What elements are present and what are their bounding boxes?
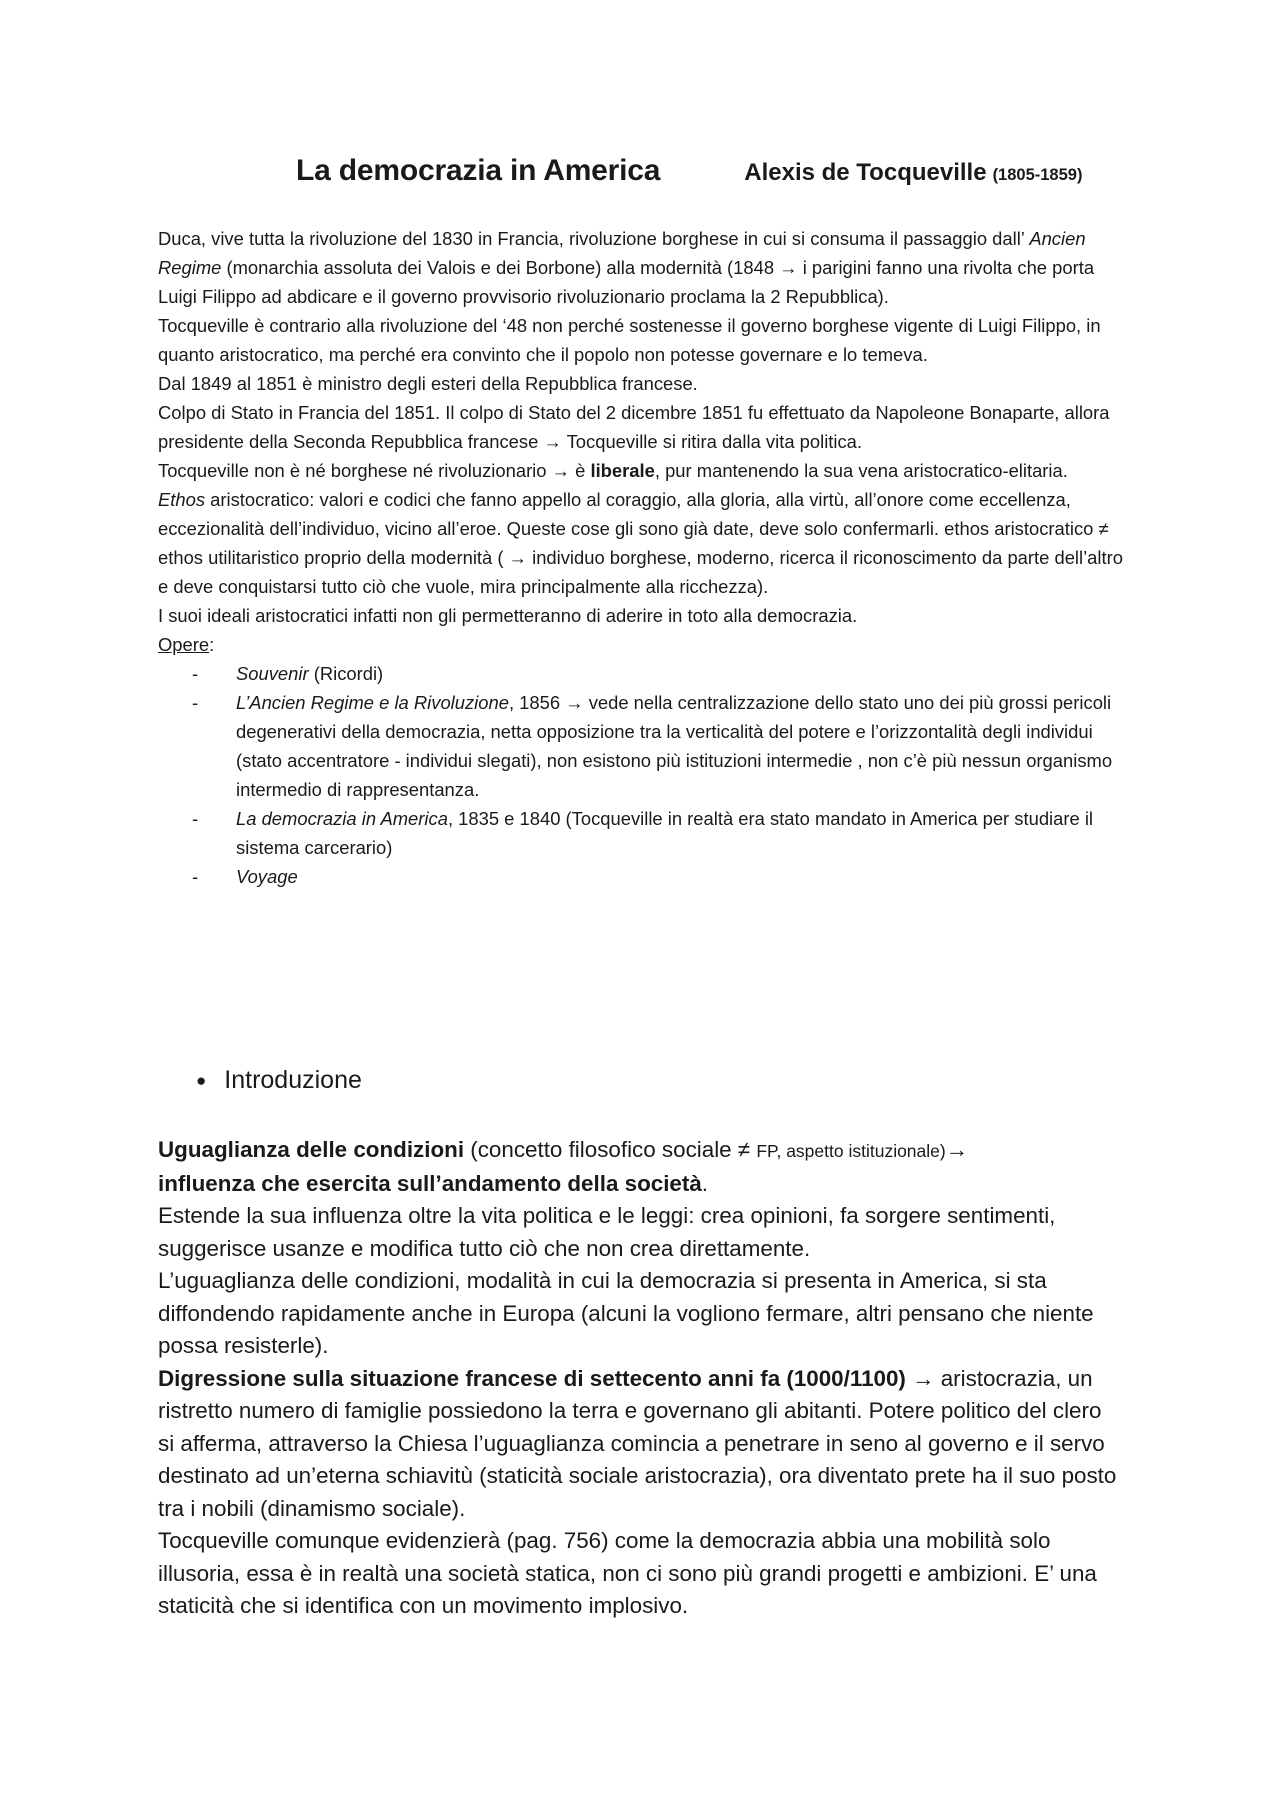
work-item: - L’Ancien Regime e la Rivoluzione, 1856 → vede nella centralizzazione dello stato uno dei più grossi pericoli degenerativi della democrazia, netta opposizione tra la verticalità del potere e l’orizzontalità degli individui (stato accentratore - individui slegati), non esistono più istituzioni intermedie , non c’è più nessun organismo intermedio di rappresentanza. [158,688,1138,804]
section-title: Introduzione [224,1066,362,1094]
works-heading: Opere: [158,634,215,655]
bio-paragraph: Duca, vive tutta la rivoluzione del 1830 in Francia, rivoluzione borghese in cui si consuma il passaggio dall’ Ancien Regime (monarchia assoluta dei Valois e dei Borbone) alla modernità (1848 → i parigini fanno una rivolta che porta Luigi Filippo ad abdicare e il governo provvisorio rivoluzionario proclama la 2 Repubblica). [158,228,1095,307]
document-header [296,154,1140,194]
bio-paragraph: Colpo di Stato in Francia del 1851. Il colpo di Stato del 2 dicembre 1851 fu effettuato da Napoleone Bonaparte, allora presidente della Seconda Repubblica francese → Tocqueville si ritira dalla vita politica. [158,402,1110,452]
document-title: La democrazia in America [296,154,661,187]
work-item: - Souvenir (Ricordi) [158,659,1138,688]
intro-paragraph: Digressione sulla situazione francese di settecento anni fa (1000/1100) → aristocrazia, un ristretto numero di famiglie possiedono la terra e governano gli abitanti. Potere politico del clero si afferma, attraverso la Chiesa l’uguaglianza comincia a penetrare in seno al governo e il servo destinato ad un’eterna schiavitù (staticità sociale aristocrazia), ora diventato prete ha il suo posto tra i nobili (dinamismo sociale). [158,1365,1117,1521]
biography-section [158,224,1138,891]
bio-paragraph: Dal 1849 al 1851 è ministro degli esteri della Repubblica francese. [158,373,698,394]
section-heading-introduzione [196,1066,362,1095]
work-title: L’Ancien Regime e la Rivoluzione [236,692,509,713]
work-title: Voyage [236,866,298,887]
work-title: Souvenir [236,663,309,684]
bio-paragraph: Tocqueville è contrario alla rivoluzione del ‘48 non perché sostenesse il governo borghese vigente di Luigi Filippo, in quanto aristocratico, ma perché era convinto che il popolo non potesse governare e lo temeva. [158,315,1101,365]
list-dash: - [192,692,199,713]
intro-paragraph: L’uguaglianza delle condizioni, modalità in cui la democrazia si presenta in America, si sta diffondendo rapidamente anche in Europa (alcuni la vogliono fermare, altri pensano che niente possa resisterle). [158,1268,1094,1358]
work-item: - La democrazia in America, 1835 e 1840 (Tocqueville in realtà era stato mandato in America per studiare il sistema carcerario) [158,804,1138,862]
ancien-regime-term: Ancien Regime [158,228,1086,278]
introduction-section [158,1134,1118,1623]
list-dash: - [192,866,199,887]
bio-paragraph: I suoi ideali aristocratici infatti non gli permetteranno di aderire in toto alla democrazia. [158,605,858,626]
author-dates: (1805-1859) [992,166,1083,184]
author-name: Alexis de Tocqueville [744,159,987,186]
list-dash: - [192,663,199,684]
bullet-icon: ● [196,1070,207,1090]
works-list [158,659,1138,891]
bio-paragraph: Ethos aristocratico: valori e codici che fanno appello al coraggio, alla gloria, alla virtù, all’onore come eccellenza, eccezionalità dell’individuo, vicino all’eroe. Queste cose gli sono già date, deve solo confermarli. ethos aristocratico ≠ ethos utilitaristico proprio della modernità ( → individuo borghese, moderno, ricerca il riconoscimento da parte dell’altro e deve conquistarsi tutto ciò che vuole, mira principalmente alla ricchezza). [158,489,1123,597]
ethos-term: Ethos [158,489,206,510]
work-item [158,862,1138,891]
list-dash: - [192,808,199,829]
intro-paragraph: Tocqueville comunque evidenzierà (pag. 756) come la democrazia abbia una mobilità solo illusoria, essa è in realtà una società statica, non ci sono più grandi progetti e ambizioni. E’ una staticità che si identifica con un movimento implosivo. [158,1528,1097,1618]
intro-paragraph: Uguaglianza delle condizioni (concetto filosofico sociale ≠ FP, aspetto istituzionale)→ influenza che esercita sull’andamento della società. [158,1137,969,1196]
bio-paragraph: Tocqueville non è né borghese né rivoluzionario → è liberale, pur mantenendo la sua vena aristocratico-elitaria. [158,460,1068,481]
liberale-term: liberale [590,460,655,481]
intro-paragraph: Estende la sua influenza oltre la vita politica e le leggi: crea opinioni, fa sorgere sentimenti, suggerisce usanze e modifica tutto ciò che non crea direttamente. [158,1203,1056,1261]
work-title: La democrazia in America [236,808,448,829]
